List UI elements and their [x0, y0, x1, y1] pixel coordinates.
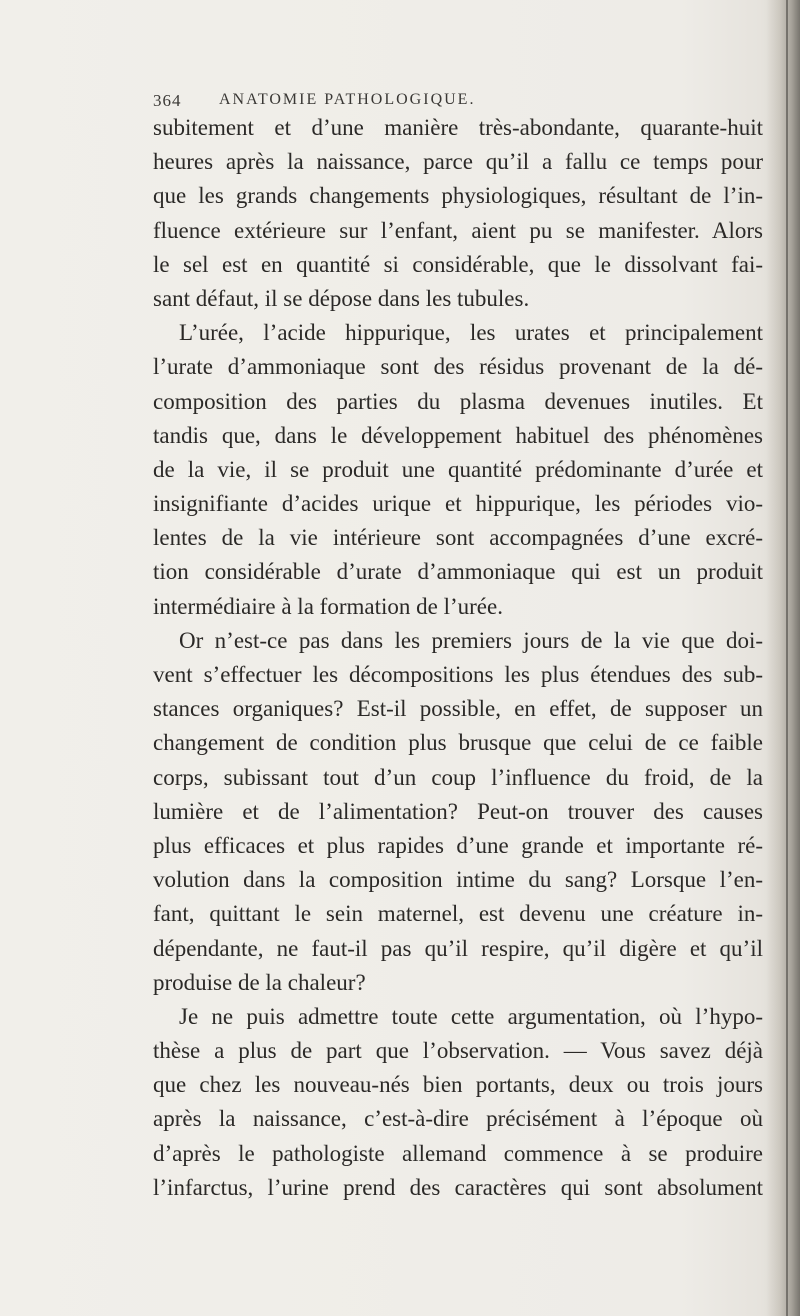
text-line: lumière et de l’alimentation? Peut-on trouver des causes	[153, 798, 763, 824]
text-line: subitement et d’une manière très-abondante, quarante-huit	[153, 115, 763, 140]
text-line: composition des parties du plasma devenues inutiles. Et	[153, 388, 763, 414]
text-line: changement de condition plus brusque que celui de ce faible	[153, 730, 763, 756]
running-head: ANATOMIE PATHOLOGIQUE.	[219, 91, 476, 108]
text-line: tandis que, dans le développement habituel des phénomènes	[153, 422, 763, 448]
text-line: produise de la chaleur?	[153, 969, 366, 995]
text-line: heures après la naissance, parce qu’il a fallu ce temps pour	[153, 149, 763, 175]
text-line: l’infarctus, l’urine prend des caractères qui sont absolument	[153, 1174, 763, 1200]
text-line: thèse a plus de part que l’observation. — Vous savez déjà	[153, 1038, 763, 1064]
page-edge-line	[786, 0, 788, 1316]
text-line: d’après le pathologiste allemand commence à se produire	[153, 1140, 763, 1166]
body-text	[153, 111, 763, 1205]
text-line: fant, quittant le sein maternel, est devenu une créature in-	[153, 901, 763, 927]
text-line: fluence extérieure sur l’enfant, aient pu se manifester. Alors	[153, 217, 763, 243]
text-line: tion considérable d’urate d’ammoniaque qui est un produit	[153, 559, 763, 585]
text-line: lentes de la vie intérieure sont accompagnées d’une excré-	[153, 525, 763, 551]
text-line: Je ne puis admettre toute cette argumentation, où l’hypo-	[179, 1003, 763, 1029]
text-line: vent s’effectuer les décompositions les plus étendues des sub-	[153, 662, 763, 687]
page-number: 364	[153, 91, 182, 110]
text-line: que chez les nouveau-nés bien portants, deux ou trois jours	[153, 1072, 763, 1098]
text-line: l’urate d’ammoniaque sont des résidus provenant de la dé-	[153, 354, 763, 380]
text-line: le sel est en quantité si considérable, que le dissolvant fai-	[153, 251, 763, 277]
text-line: stances organiques? Est-il possible, en effet, de supposer un	[153, 696, 763, 722]
text-line: dépendante, ne faut-il pas qu’il respire, qu’il digère et qu’il	[153, 935, 763, 961]
text-line: insignifiante d’acides urique et hippurique, les périodes vio-	[153, 491, 763, 517]
text-line: intermédiaire à la formation de l’urée.	[153, 593, 503, 619]
page-binding-shadow	[766, 0, 800, 1316]
text-line: que les grands changements physiologiques, résultant de l’in-	[153, 183, 763, 209]
text-line: Or n’est-ce pas dans les premiers jours de la vie que doi-	[179, 627, 763, 653]
text-line: de la vie, il se produit une quantité prédominante d’urée et	[153, 456, 763, 482]
text-line: plus efficaces et plus rapides d’une grande et importante ré-	[153, 832, 763, 858]
text-line: volution dans la composition intime du sang? Lorsque l’en-	[153, 867, 763, 893]
text-line: sant défaut, il se dépose dans les tubules.	[153, 285, 530, 311]
text-line: après la naissance, c’est-à-dire précisément à l’époque où	[153, 1106, 763, 1132]
text-line: L’urée, l’acide hippurique, les urates et principalement	[179, 320, 763, 346]
text-line: corps, subissant tout d’un coup l’influence du froid, de la	[153, 764, 763, 790]
